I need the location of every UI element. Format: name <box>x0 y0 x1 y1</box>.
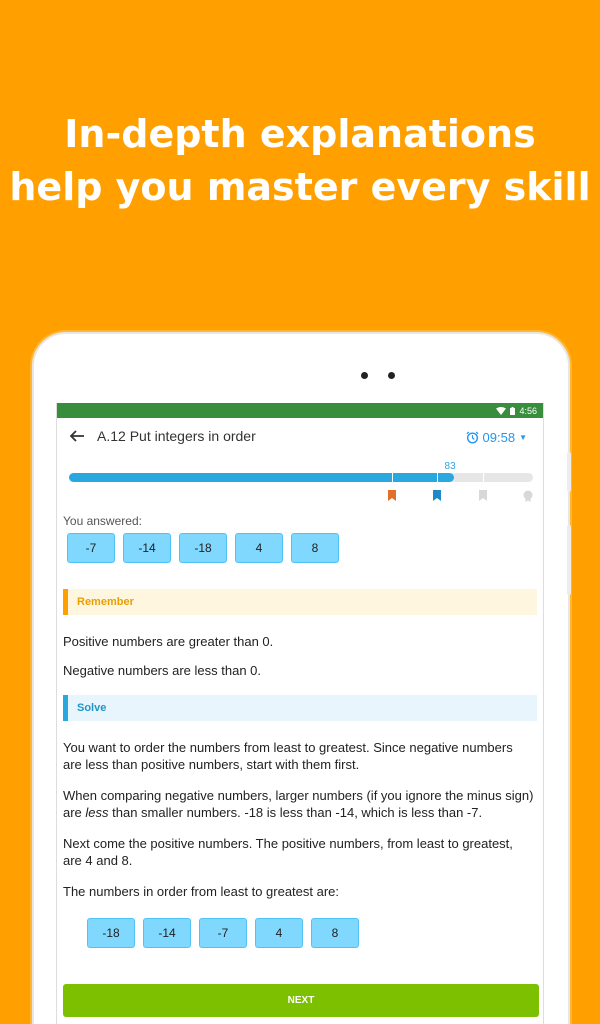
smartscore-value: 83 <box>444 461 456 472</box>
blue-ribbon-icon <box>433 490 441 501</box>
answer-tile: -18 <box>87 918 135 948</box>
status-time: 4:56 <box>519 405 537 416</box>
battery-icon <box>510 407 515 415</box>
sensor-dot <box>388 372 395 379</box>
solve-paragraph: The numbers in order from least to greatest are: <box>63 884 340 899</box>
timer-value: 09:58 <box>482 430 516 445</box>
solve-paragraph: You want to order the numbers from least to greatest. Since negative numbers are less than positive numbers, start with them first. <box>63 740 513 772</box>
alarm-clock-icon <box>466 431 479 444</box>
remember-line: Positive numbers are greater than 0. <box>63 634 274 649</box>
status-bar <box>57 403 543 418</box>
remember-heading: Remember <box>63 589 537 615</box>
app-toolbar <box>57 418 543 454</box>
answer-tiles <box>67 533 543 563</box>
wifi-icon <box>496 407 506 415</box>
app-screen <box>56 403 544 1024</box>
answer-tile: 8 <box>311 918 359 948</box>
smartscore-progress <box>57 454 543 502</box>
skill-title: A.12 Put integers in order <box>97 428 256 444</box>
answer-tile: -14 <box>143 918 191 948</box>
answer-tile: 4 <box>255 918 303 948</box>
answer-tile: -18 <box>179 533 227 563</box>
remember-line: Negative numbers are less than 0. <box>63 663 261 678</box>
next-button[interactable]: NEXT <box>63 984 539 1017</box>
headline-line-2: help you master every skill <box>9 165 591 209</box>
answer-tile: 8 <box>291 533 339 563</box>
chevron-down-icon: ▼ <box>519 433 527 442</box>
solve-heading: Solve <box>63 695 537 721</box>
solve-paragraph: Next come the positive numbers. The positive numbers, from least to greatest, are 4 and 8. <box>63 836 513 868</box>
camera-dot <box>361 372 368 379</box>
promo-headline <box>0 108 600 214</box>
answer-tile: -7 <box>67 533 115 563</box>
progress-tick <box>392 471 393 484</box>
headline-line-1: In-depth explanations <box>64 112 536 156</box>
trophy-medal-icon <box>523 490 533 502</box>
gray-ribbon-icon <box>479 490 487 501</box>
answer-tile: -14 <box>123 533 171 563</box>
back-arrow-icon[interactable] <box>69 428 85 444</box>
progress-tick <box>437 471 438 484</box>
progress-fill <box>69 473 454 482</box>
correct-order-tiles <box>87 918 543 948</box>
answer-tile: 4 <box>235 533 283 563</box>
solve-paragraph: When comparing negative numbers, larger numbers (if you ignore the minus sign) are less than smaller numbers. -18 is less than -14, which is less than -7. <box>63 788 534 820</box>
volume-button <box>567 452 571 492</box>
power-button <box>567 525 571 595</box>
you-answered-label: You answered: <box>63 514 142 528</box>
timer-toggle[interactable] <box>466 430 527 445</box>
progress-track <box>69 473 533 482</box>
progress-tick <box>483 471 484 484</box>
answer-tile: -7 <box>199 918 247 948</box>
bronze-ribbon-icon <box>388 490 396 501</box>
